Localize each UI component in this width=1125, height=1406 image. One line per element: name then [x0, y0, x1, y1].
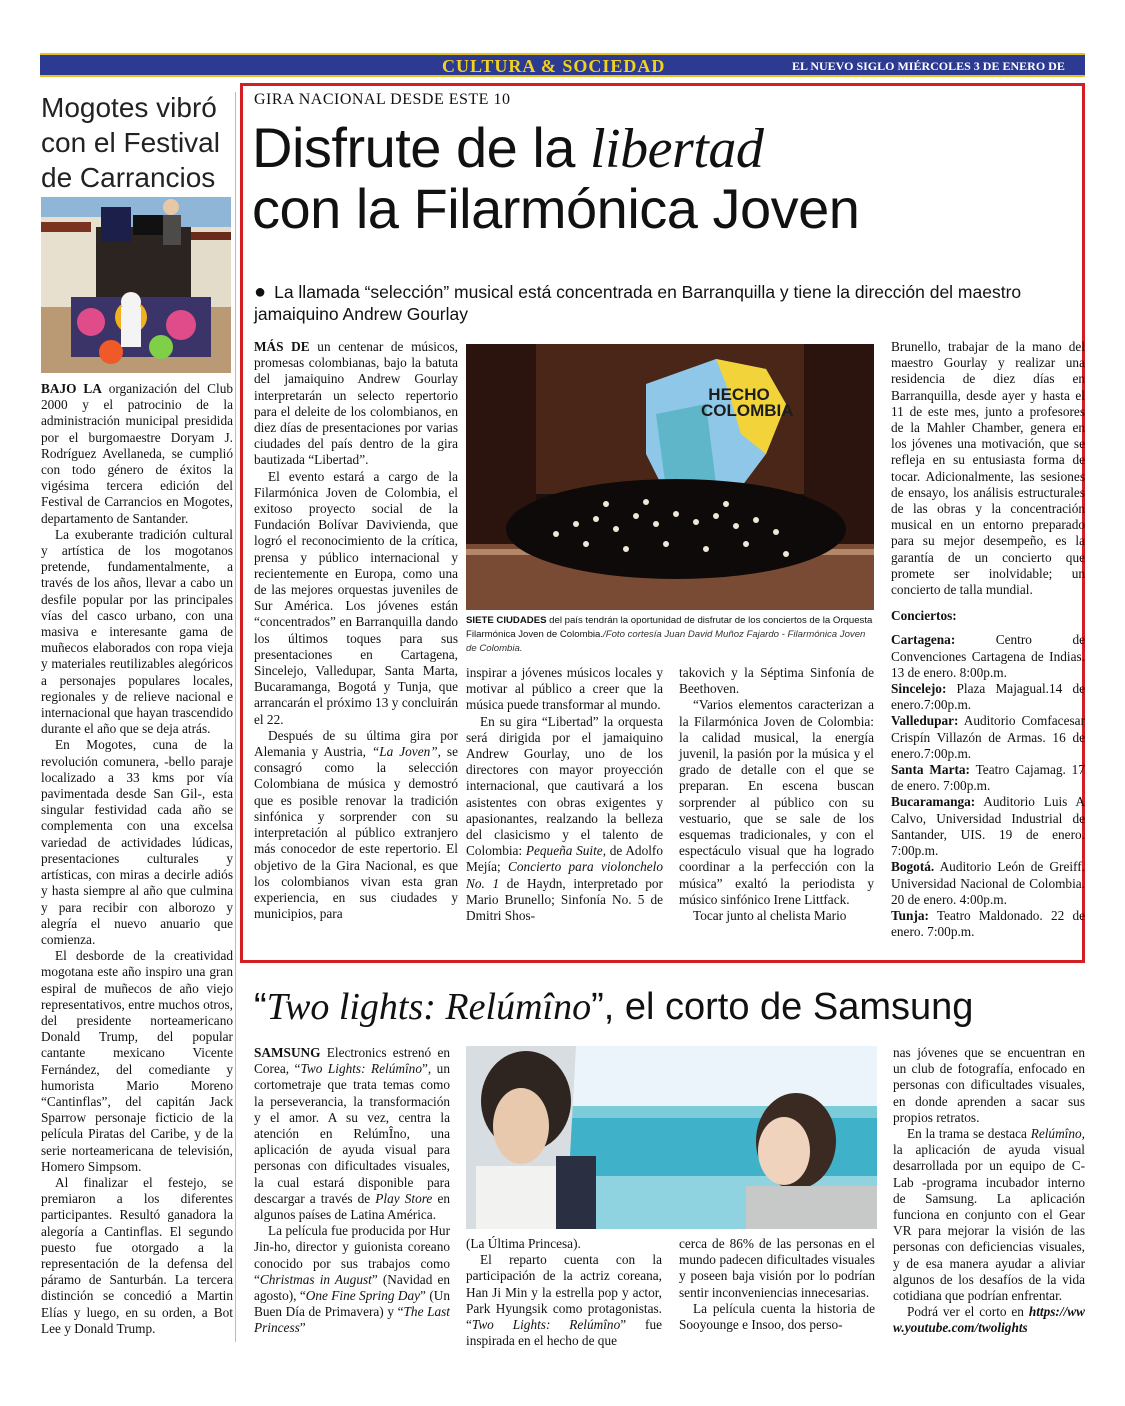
samsung-paragraph: nas jóvenes que se encuentran en un club de fotografía, enfocado en personas con dificultades visuales, en donde aprenden a sacar sus propios retratos.	[893, 1045, 1085, 1125]
article-paragraph: El evento estará a cargo de la Filarmónica Joven de Colombia, el exitoso proyecto social de la Fundación Bolívar Davivienda, que logró el reconocimiento de la crítica, prensa y público internacional y recientemente en Europa, como una de las mejores orquestas juveniles de Sur América. Los jóvenes están “concentrados” en Barranquilla dando los últimos toques para sus presentaciones en Cartagena, Sincelejo, Valledupar, Santa Marta, Bucaramanga, Bogotá y Tunja, que arrancarán el próximo 13 y concluirán el 22.	[254, 468, 458, 727]
concert-city: Bogotá.	[891, 859, 935, 875]
article-paragraph: inspirar a jóvenes músicos locales y motivar al público a creer que la música puede transformar al mundo.	[466, 665, 663, 713]
article-paragraph: Tocar junto al chelista Mario	[693, 908, 847, 924]
paper-date: EL NUEVO SIGLO MIÉRCOLES 3 DE ENERO DE 2018	[792, 59, 1065, 88]
samsung-paragraph: En la trama se destaca Relúmîno, la aplicación de ayuda visual desarrollada por un equipo de C-Lab -programa incubador interno de Samsung. La aplicación funciona en conjunto con el Gear VR para mejorar la visión de las personas con deficiencias visuales, y de esa manera ayudar a aliviar algunos de los desafíos de la vida cotidiana que podrían enfrentar.	[893, 1126, 1085, 1304]
article-subtitle: ● La llamada “selección” musical está concentrada en Barranquilla y tiene la dirección del maestro jamaiquino Andrew Gourlay	[254, 281, 1022, 324]
concert-city: Sincelejo:	[891, 681, 947, 697]
orchestra-photo	[466, 344, 874, 610]
hecho-colombia-sign: HECHO COLOMBIA	[701, 385, 794, 420]
concert-item	[891, 859, 1085, 908]
concert-city: Tunja:	[891, 907, 929, 923]
festival-float-photo	[41, 197, 231, 373]
sidebar-article-body	[41, 381, 233, 1337]
samsung-paragraph: cerca de 86% de las personas en el mundo padecen dificultades visuales y poseen baja visión por lo podrían sentir inconveniencias innecesarias.	[679, 1236, 875, 1300]
samsung-paragraph: SAMSUNG Electronics estrenó en Corea, “Two Lights: Relúmîno”, un cortometraje que trata temas como la perseverancia, la transformación y el amor. A su vez, centra la atención en RelúmÎno, una aplicación de ayuda visual para personas con dificultades visuales, la cual estará disponible para descargar a través de Play Store en algunos países de Latina América.	[254, 1045, 450, 1223]
concert-city: Santa Marta:	[891, 762, 970, 778]
samsung-headline: “Two lights: Relúmîno”, el corto de Samsung	[254, 986, 974, 1028]
article-column-2	[466, 665, 663, 924]
article-paragraph: Después de su última gira por Alemania y Austria, “La Joven”, se consagró como la selección Colombiana de música y demostró que es posible renovar la tradición sinfónica y sorprender con su interpretación al público extranjero más conocedor de este repertorio. El objetivo de la Gira Nacional, es que los colombianos vivan esta gran experiencia, en sus ciudades y municipios, para	[254, 727, 458, 922]
column-rule	[235, 92, 236, 1342]
samsung-paragraph: El reparto cuenta con la participación de la actriz coreana, Han Ji Min y la estrella pop y actor, Park Hyungsik como protagonistas. “Two Lights: Relúmîno” fue inspirada en el hecho de que	[466, 1252, 662, 1349]
concert-item	[891, 713, 1085, 762]
sidebar-paragraph: En Mogotes, cuna de la revolución comunera, -bello paraje localizado a 33 kms por vía pavimentada desde San Gil-, esta singular festividad cada año se complementa con una excelsa variedad de actividades lúdicas, presentaciones culturales y artísticas, con miras a decirle adiós y hasta siempre al año que culmina y para recibir con alborozo y alegría el nuevo anuario que comienza.	[41, 737, 233, 947]
concert-list	[891, 632, 1085, 940]
concert-details: Auditorio León de Greiff. Universidad Nacional de Colombia. 20 de enero. 4:00p.m.	[891, 859, 1085, 907]
section-name: CULTURA & SOCIEDAD	[442, 56, 666, 76]
samsung-paragraph: (La Última Princesa).	[466, 1236, 581, 1251]
article-paragraph: MÁS DE un centenar de músicos, promesas colombianas, bajo la batuta del jamaiquino Andrew Gourlay interpretarán un selecto repertorio para el deleite de los colombianos, en diez días de presentaciones por varias ciudades del país dentro de la gira bautizada “Libertad”.	[254, 339, 458, 468]
article-column-1	[254, 339, 458, 922]
concerts-heading: Conciertos:	[891, 608, 957, 624]
concert-item	[891, 681, 1085, 713]
concert-item	[891, 794, 1085, 859]
couple-seaside-photo	[466, 1046, 877, 1229]
concert-city: Valledupar:	[891, 713, 959, 729]
concert-details: Auditorio Comfacesar Crispín Villazón de Armas. 16 de enero.7:00p.m.	[891, 713, 1085, 761]
article-kicker: GIRA NACIONAL DESDE ESTE 10	[254, 91, 511, 108]
concert-details: Plaza Majagual.14 de enero.7:00p.m.	[891, 681, 1085, 713]
concert-item	[891, 762, 1085, 794]
bullet-icon: ●	[254, 281, 267, 303]
concert-city: Bucaramanga:	[891, 794, 976, 810]
samsung-column-3	[679, 1236, 875, 1333]
sidebar-paragraph: Al finalizar el festejo, se premiaron a los diferentes participantes. Resultó ganadora la alegoría a Cantinflas. El segundo puesto fue otorgado a la representación de la defensa del páramo de Santurbán. La tercera distinción se concedió a Martin Elías y luego, en su orden, a Bot Lee y Donald Trump.	[41, 1174, 233, 1336]
article-paragraph: Brunello, trabajar de la mano del maestro Gourlay y realizar una residencia de diez días en Barranquilla, desde ayer y hasta el 11 de este mes, junto a profesores de la Mahler Chamber, genera en los jóvenes una motivación, que se refleja en su entusiasta forma de tocar. Adicionalmente, las sesiones de ensayo, los análisis estructurales de las obras y la concentración musical en un entorno preparado para su mejor desempeño, es la garantía de un concierto que promete ser inolvidable; un concierto de talla mundial.	[891, 339, 1085, 598]
article-paragraph: takovich y la Séptima Sinfonía de Beethoven.	[679, 665, 874, 697]
sidebar-paragraph: La exuberante tradición cultural y artística de los mogotanos pretende, fundamentalmente, a través de los años, llevar a cabo un desfile popular por las principales vías del casco urbano, con una masiva e interesante gama de muñecos elaborados con ropa vieja y materiales reutilizables alegóricos a personajes populares locales, regionales y de relieve nacional e internacional que hayan trascendido durante el año que se deja atrás.	[41, 526, 233, 737]
concert-item	[891, 632, 1085, 681]
samsung-paragraph: La película fue producida por Hur Jin-ho, director y guionista coreano conocido por sus trabajos como “Christmas in August” (Navidad en agosto), “One Fine Spring Day” (Un Buen Día de Primavera) y “The Last Princess”	[254, 1223, 451, 1336]
sidebar-paragraph: El desborde de la creatividad mogotana este año inspiro una gran espiral de muñecos de año viejo representativos, entre muchos otros, del presidente norteamericano Donald Trump, del popular cantante mexicano Vicente Fernández, del comediante y humorista Mario Moreno “Cantinflas”, del capitán Jack Sparrow personaje ficticio de la película Piratas del Caribe, y de la serie norteamericana de televisión, Homero Simpsom.	[41, 948, 233, 1174]
samsung-column-4	[893, 1045, 1085, 1337]
article-paragraph: En su gira “Libertad” la orquesta será dirigida por el jamaiquino Andrew Gourlay, uno de los directores con mayor proyección internacional, que cautivará a los asistentes con obras exigentes y apasionantes, realzando la belleza del clasicismo y el talento de Colombia: Pequeña Suite, de Adolfo Mejía; Concierto para violonchelo No. 1 de Haydn, interpretado por Mario Brunello; Sinfonía No. 5 de Dmitri Shos-	[466, 713, 663, 924]
page-number: 3B	[1095, 56, 1117, 75]
concert-details: Auditorio Luis A Calvo, Universidad Industrial de Santander, UIS. 19 de enero. 7:00p.m.	[891, 794, 1085, 859]
article-column-4	[891, 339, 1085, 940]
samsung-lead-in: SAMSUNG	[254, 1045, 321, 1060]
samsung-column-1	[254, 1045, 450, 1337]
article-headline: Disfrute de la libertad con la Filarmónica Joven	[252, 116, 860, 240]
concert-city: Cartagena:	[891, 632, 956, 648]
article-paragraph: “Varios elementos caracterizan a la Filarmónica Joven de Colombia: la calidad musical, la energía juvenil, la pasión por la música y el grado de detalle con el que se preparan. En escena buscan sorprender al público con su vestuario, que se sale de los esquemas tradicionales, y con el espectáculo visual que ha logrado coordinar a la perfección con la música” exaltó la periodista y músico sinfónico Irene Littfack.	[679, 697, 874, 907]
sidebar-paragraph: BAJO LA organización del Club 2000 y el patrocinio de la administración municipal presidida por el burgomaestre Doryam J. Rodríguez Avellaneda, se cumplió con todo género de éxitos la vigésima tercera edición del Festival de Carrancios en Mogotes, departamento de Santander.	[41, 381, 233, 526]
samsung-paragraph: La película cuenta la historia de Sooyounge e Insoo, dos perso-	[679, 1300, 875, 1333]
concert-item	[891, 908, 1085, 940]
couple-seaside-photo-icon	[466, 1046, 877, 1229]
samsung-paragraph: Podrá ver el corto en https://www.youtube.com/twolights	[893, 1304, 1085, 1336]
orchestra-photo-icon	[466, 344, 874, 610]
photo-caption: SIETE CIUDADES del país tendrán la oportunidad de disfrutar de los conciertos de la Orquesta Filarmónica Joven de Colombia./Foto cortesía Juan David Muñoz Fajardo - Filarmónica Joven de Colombia.	[466, 615, 873, 654]
sidebar-headline: Mogotes vibró con el Festival de Carrancios	[41, 92, 220, 193]
photo-credit: /Foto cortesía Juan David Muñoz Fajardo - Filarmónica Joven de Colombia.	[466, 629, 866, 654]
concert-details: Centro de Convenciones Cartagena de Indias. 13 de enero. 8:00p.m.	[891, 632, 1085, 680]
caption-lead-in: SIETE CIUDADES	[466, 615, 547, 626]
sidebar-lead-in: BAJO LA	[41, 381, 102, 396]
section-header-band	[40, 53, 1117, 88]
concert-details: Teatro Maldonado. 22 de enero. 7:00p.m.	[891, 907, 1085, 940]
youtube-link[interactable]: https://www.youtube.com/twolights	[893, 1304, 1085, 1336]
article-column-3	[679, 665, 874, 924]
article-lead-in: MÁS DE	[254, 339, 310, 354]
samsung-column-2	[466, 1236, 662, 1349]
festival-float-photo-icon	[41, 197, 231, 373]
concert-details: Teatro Cajamag. 17 de enero. 7:00p.m.	[891, 762, 1085, 794]
